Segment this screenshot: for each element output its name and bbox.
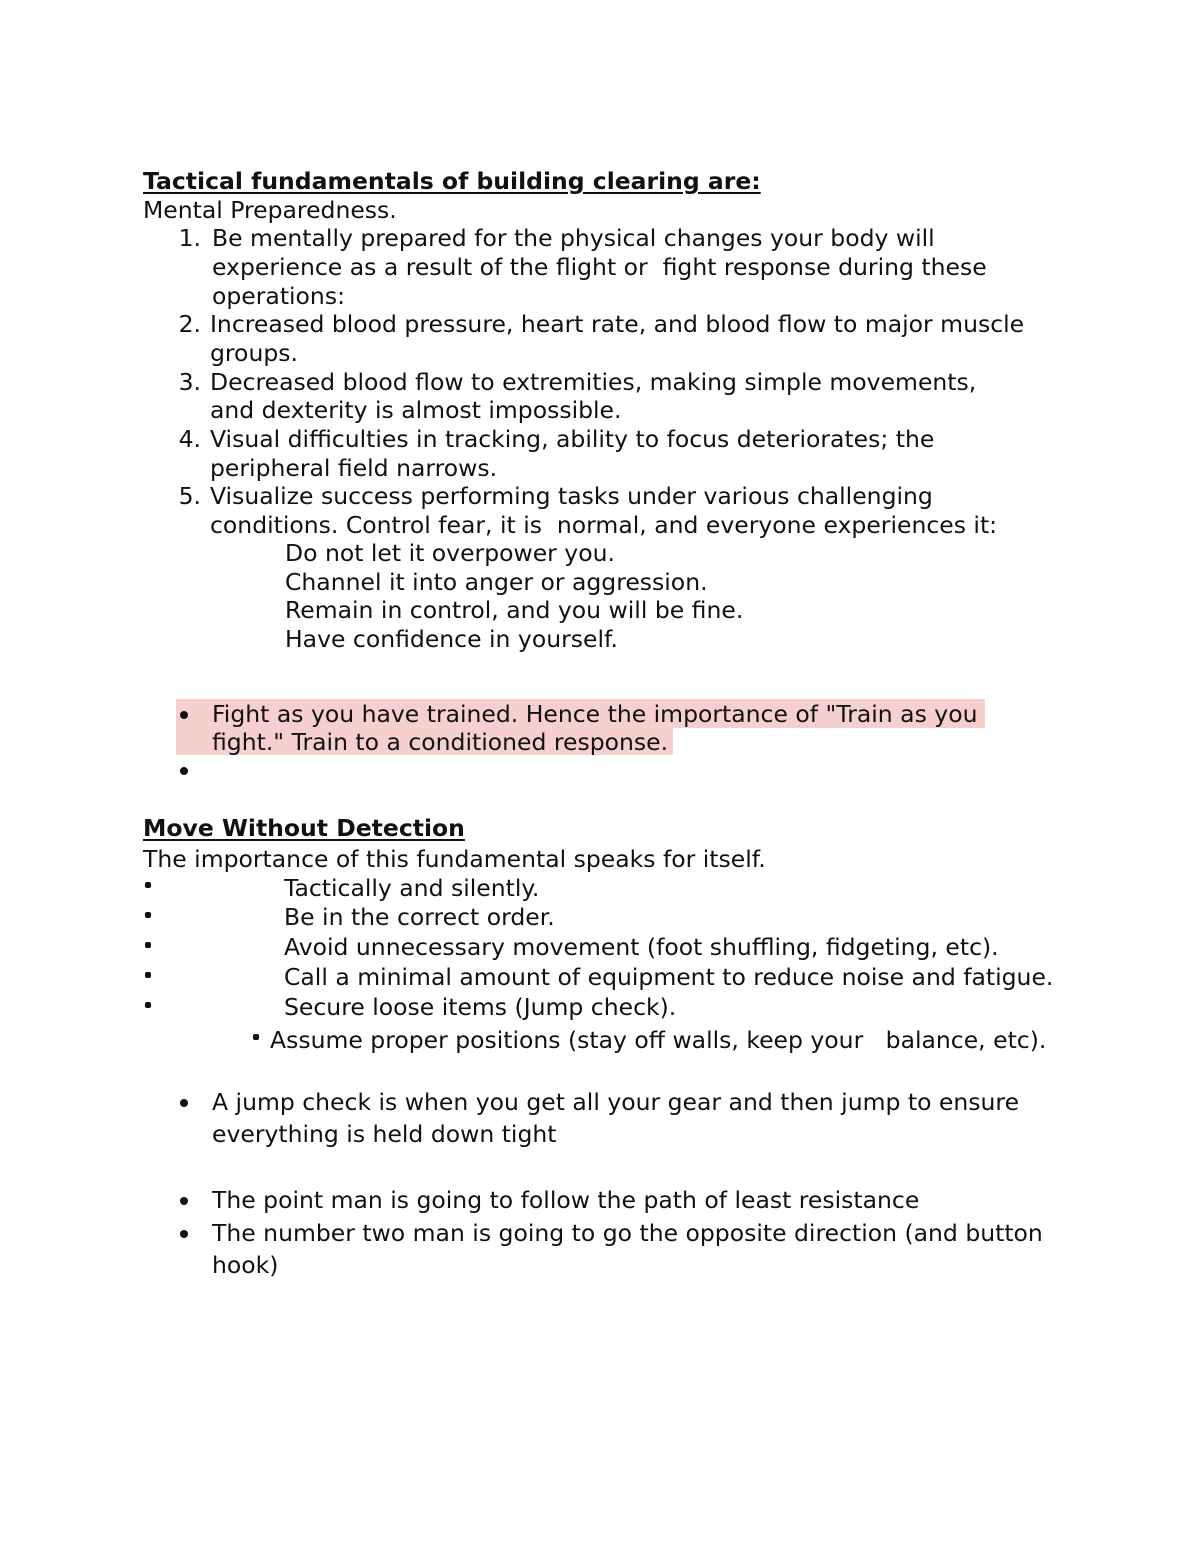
square-bullet-icon [145, 942, 151, 948]
list-item-line: Decreased blood flow to extremities, making simple movements, [210, 368, 977, 396]
sub-list-item: Assume proper positions (stay off walls, keep your balance, etc). [270, 1026, 1047, 1054]
note-line: The point man is going to follow the path of least resistance [212, 1186, 920, 1214]
list-number: 4. [178, 425, 201, 453]
square-bullet-icon [145, 882, 151, 888]
note-line: A jump check is when you get all your gear and then jump to ensure [212, 1088, 1020, 1116]
list-number: 2. [178, 310, 201, 338]
note-line: The number two man is going to go the opposite direction (and button [212, 1219, 1043, 1247]
list-item: Be in the correct order. [284, 903, 555, 931]
list-number: 3. [178, 368, 201, 396]
bullet-icon [180, 711, 188, 719]
intro-text: The importance of this fundamental speaks for itself. [143, 845, 766, 873]
list-item-line: Increased blood pressure, heart rate, and blood flow to major muscle [210, 310, 1025, 338]
list-item-line: peripheral field narrows. [210, 454, 498, 482]
list-item-line: operations: [212, 282, 345, 310]
highlighted-bullet-line: Fight as you have trained. Hence the importance of "Train as you [212, 700, 978, 728]
note-line: hook) [212, 1251, 279, 1279]
list-item: Avoid unnecessary movement (foot shuffling, fidgeting, etc). [284, 933, 999, 961]
indented-line: Do not let it overpower you. [285, 539, 615, 567]
list-item-line: conditions. Control fear, it is normal, and everyone experiences it: [210, 511, 998, 539]
list-item-line: Visualize success performing tasks under various challenging [210, 482, 933, 510]
list-item-line: Be mentally prepared for the physical changes your body will [212, 224, 935, 252]
indented-line: Remain in control, and you will be fine. [285, 596, 744, 624]
list-item: Call a minimal amount of equipment to reduce noise and fatigue. [284, 963, 1054, 991]
bullet-icon [180, 1230, 188, 1238]
square-bullet-icon [145, 1002, 151, 1008]
list-number: 5. [178, 482, 201, 510]
bullet-icon [180, 1099, 188, 1107]
list-item-line: experience as a result of the flight or fight response during these [212, 253, 987, 281]
indented-line: Channel it into anger or aggression. [285, 568, 708, 596]
list-item: Secure loose items (Jump check). [284, 993, 677, 1021]
section-heading: Tactical fundamentals of building clearing are: [143, 167, 761, 195]
indented-line: Have confidence in yourself. [285, 625, 619, 653]
square-bullet-icon [253, 1034, 259, 1040]
note-line: everything is held down tight [212, 1120, 557, 1148]
list-item: Tactically and silently. [284, 874, 540, 902]
square-bullet-icon [145, 972, 151, 978]
list-item-line: Visual difficulties in tracking, ability to focus deteriorates; the [210, 425, 935, 453]
highlighted-bullet-line: fight." Train to a conditioned response. [212, 728, 669, 756]
list-item-line: and dexterity is almost impossible. [210, 396, 622, 424]
section-heading: Move Without Detection [143, 814, 465, 842]
bullet-icon [180, 1197, 188, 1205]
list-number: 1. [178, 224, 201, 252]
bullet-icon [180, 767, 188, 775]
square-bullet-icon [145, 912, 151, 918]
list-item-line: groups. [210, 339, 298, 367]
subheading: Mental Preparedness. [143, 196, 397, 224]
